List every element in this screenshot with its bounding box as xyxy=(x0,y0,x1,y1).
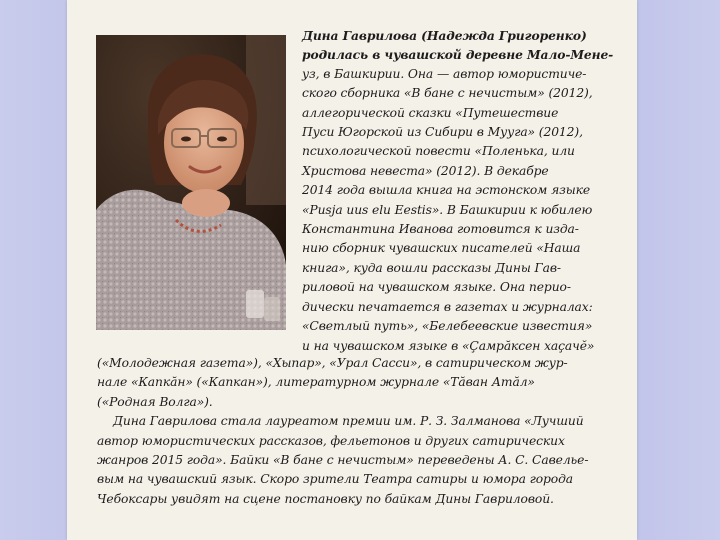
article-line: Христова невеста» (2012). В декабре xyxy=(302,163,549,178)
book-page xyxy=(67,0,637,540)
article-line: ского сборника «В бане с нечистым» (2012), xyxy=(302,86,593,101)
article-line: и на чувашском языке в «Çамрăксен хаçачĕ» xyxy=(302,338,595,353)
article-line: уз, в Башкирии. Она — автор юмористиче- xyxy=(302,66,587,81)
article-line: 2014 года вышла книга на эстонском языке xyxy=(302,183,591,198)
article-line: («Родная Волга»). xyxy=(97,394,213,409)
article-line: нале «Капкăн» («Капкан»), литературном журнале «Тăван Атăл» xyxy=(97,375,535,390)
article-column-full xyxy=(97,354,588,509)
article-line: психологической повести «Поленька, или xyxy=(302,144,575,159)
article-line: автор юмористических рассказов, фельетонов и других сатирических xyxy=(97,433,565,448)
article-line: нию сборник чувашских писателей «Наша xyxy=(302,241,581,256)
article-line: Чебоксары увидят на сцене постановку по байкам Дины Гавриловой. xyxy=(97,491,554,506)
article-line: жанров 2015 года». Байки «В бане с нечистым» переведены А. С. Савелье- xyxy=(97,453,589,468)
portrait-illustration xyxy=(96,35,286,330)
article-line: родилась в чувашской деревне Мало-Мене- xyxy=(302,47,614,63)
article-line: книга», куда вошли рассказы Дины Гав- xyxy=(302,260,561,275)
article-line: риловой на чувашском языке. Она перио- xyxy=(302,280,571,295)
author-portrait xyxy=(96,35,286,330)
article-line: «Pusja uus elu Eestis». В Башкирии к юбилею xyxy=(302,202,593,217)
paragraph-start-line: Дина Гаврилова стала лауреатом премии им. Р. З. Залманова «Лучший xyxy=(113,414,584,429)
article-line: Константина Иванова готовится к изда- xyxy=(302,222,579,237)
article-line: вым на чувашский язык. Скоро зрители Театра сатиры и юмора города xyxy=(97,472,574,487)
article-line: дически печатается в газетах и журналах: xyxy=(302,299,593,314)
article-line: «Светлый путь», «Белебеевские известия» xyxy=(302,319,593,334)
article-line: («Молодежная газета»), «Хыпар», «Урал Сасси», в сатирическом жур- xyxy=(97,356,568,370)
author-heading: Дина Гаврилова (Надежда Григоренко) xyxy=(302,28,587,43)
article-line: Пуси Югорской из Сибири в Мууга» (2012), xyxy=(302,125,583,140)
article-column-right xyxy=(302,26,613,356)
article-line: аллегорической сказки «Путешествие xyxy=(302,105,559,120)
